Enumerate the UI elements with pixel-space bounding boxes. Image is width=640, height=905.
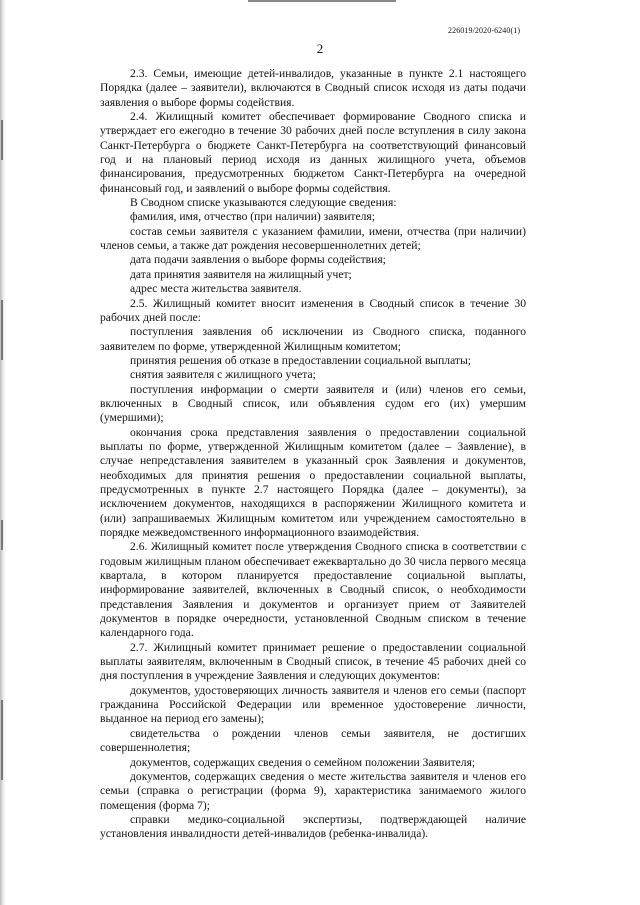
paragraph: поступления заявления об исключении из Сводного списка, поданного заявителем по форме, утвержденной Жилищным комитетом;: [100, 325, 526, 353]
paragraph: фамилия, имя, отчество (при наличии) заявителя;: [130, 210, 375, 224]
scan-mark: [1, 520, 3, 550]
paragraph: состав семьи заявителя с указанием фамилии, имени, отчества (при наличии) членов семьи, а также дат рождения несовершеннолетних детей;: [100, 224, 526, 253]
document-body: [100, 67, 526, 842]
paragraph: свидетельства о рождении членов семьи заявителя, не достигших совершеннолетия;: [100, 726, 526, 755]
paragraph: снятия заявителя с жилищного учета;: [130, 368, 316, 382]
paragraph: дата принятия заявителя на жилищный учет;: [130, 267, 352, 281]
paragraph: 2.6. Жилищный комитет после утверждения Сводного списка в соответствии с годовым жилищным планом обеспечивает ежеквартально до 30 числа первого месяца квартала, в котором планируется предоставление социальной выплаты, информирование заявителей, включенных в Сводный список, о необходимости представления Заявления и документов и организует прием от Заявителей документов в порядке очередности, установленной Сводным списком в течение календарного года.: [100, 540, 526, 640]
paragraph: документов, содержащих сведения о семейном положении Заявителя;: [130, 755, 476, 769]
page-number: 2: [316, 41, 324, 56]
paragraph: 2.4. Жилищный комитет обеспечивает формирование Сводного списка и утверждает его ежегодно в течение 30 рабочих дней после вступления в силу закона Санкт-Петербурга о бюджете Санкт-Петербурга на соответствующий финансовый год и на плановый период исходя из данных жилищного учета, объемов финансирования, предусмотренных бюджетом Санкт-Петербурга на очередной финансовый год, и заявлений о выборе формы содействия.: [100, 110, 526, 195]
paragraph: адрес места жительства заявителя.: [130, 282, 302, 296]
paragraph: 2.5. Жилищный комитет вносит изменения в Сводный список в течение 30 рабочих дней после:: [100, 296, 526, 324]
scan-mark: [1, 700, 3, 780]
paragraph: 2.3. Семьи, имеющие детей-инвалидов, указанные в пункте 2.1 настоящего Порядка (далее – заявители), включаются в Сводный список исходя из даты подачи заявления о выборе формы содействия.: [100, 67, 526, 109]
paragraph: окончания срока представления заявления о предоставлении социальной выплаты по форме, утвержденной Жилищным комитетом (далее – Заявление), в случае непредставления заявителем в указанный срок Заявления и документов, необходимых для принятия решения о предоставлении социальной выплаты, предусмотренных в пункте 2.7 настоящего Порядка (далее – документы), за исключением документов, находящихся в распоряжении Жилищного комитета и (или) запрашиваемых Жилищным комитетом или учреждением самостоятельно в порядке межведомственного информационного взаимодействия.: [100, 425, 526, 539]
document-id: 226019/2020-6240(1): [448, 26, 521, 35]
scan-mark: [1, 120, 3, 160]
scan-top-line: [248, 0, 396, 2]
paragraph: 2.7. Жилищный комитет принимает решение о предоставлении социальной выплаты заявителям, включенным в Сводный список, в течение 45 рабочих дней со дня поступления в учреждение Заявления и следующих документов:: [100, 640, 526, 683]
paragraph: документов, содержащих сведения о месте жительства заявителя и членов его семьи (справка о регистрации (форма 9), характеристика занимаемого жилого помещения (форма 7);: [100, 769, 526, 812]
paragraph: поступления информации о смерти заявителя и (или) членов его семьи, включенных в Сводный список, или объявления судом его (их) умершим (умершими);: [100, 382, 526, 425]
scan-mark: [1, 300, 3, 360]
paragraph: документов, удостоверяющих личность заявителя и членов его семьи (паспорт гражданина Российской Федерации или временное удостоверение личности, выданное на период его замены);: [100, 683, 526, 726]
paragraph: принятия решения об отказе в предоставлении социальной выплаты;: [130, 353, 472, 367]
paragraph: дата подачи заявления о выборе формы содействия;: [130, 253, 386, 267]
paragraph: В Сводном списке указываются следующие сведения:: [130, 196, 397, 210]
paragraph: справки медико-социальной экспертизы, подтверждающей наличие установления инвалидности детей-инвалидов (ребенка-инвалида).: [100, 812, 526, 841]
